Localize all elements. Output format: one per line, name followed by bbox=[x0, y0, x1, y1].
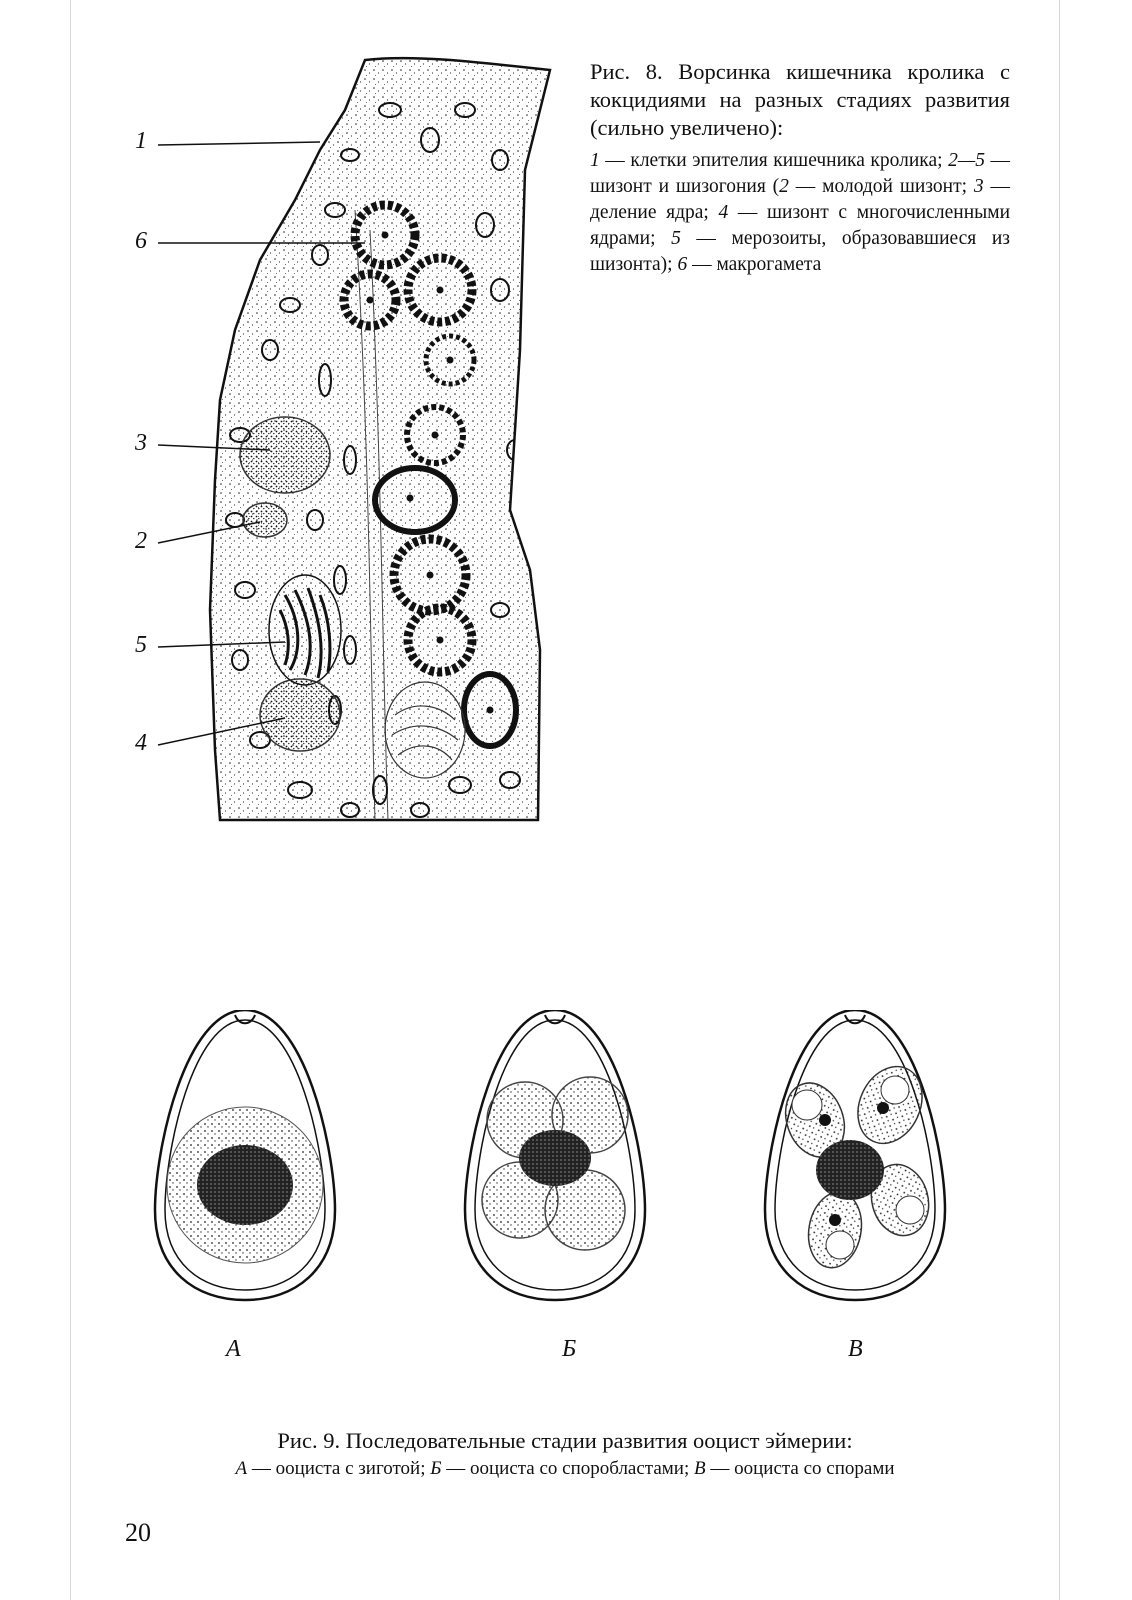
legend-text: — мерозоиты, образовавшиеся из шизонта); bbox=[590, 228, 1010, 275]
oocyst-label-a: А bbox=[226, 1336, 241, 1362]
legend-text: — ооциста с зиготой; bbox=[247, 1458, 431, 1479]
page-number: 20 bbox=[125, 1518, 151, 1547]
callout-label-1: 1 bbox=[135, 128, 147, 154]
legend-num: А bbox=[235, 1458, 248, 1479]
legend-text: — клетки эпителия кишечника кролика; bbox=[599, 150, 949, 171]
oocyst-zygote bbox=[155, 1010, 335, 1300]
legend-num: 4 bbox=[718, 202, 729, 223]
figure-9-caption bbox=[110, 1428, 1020, 1480]
legend-num: 3 bbox=[973, 176, 984, 197]
callout-label-3: 3 bbox=[135, 430, 147, 456]
figure-8-legend bbox=[590, 148, 1010, 278]
legend-text: — молодой шизонт; bbox=[788, 176, 974, 197]
legend-num: 1 bbox=[590, 150, 600, 171]
villus-illustration bbox=[120, 50, 560, 830]
schizont-stage-4 bbox=[260, 679, 340, 751]
oocyst-illustrations bbox=[140, 1010, 980, 1310]
legend-num: 6 bbox=[677, 254, 688, 275]
oocyst-sporoblasts bbox=[465, 1010, 645, 1300]
figure-8-caption bbox=[590, 58, 1010, 278]
legend-num: 2 bbox=[779, 176, 789, 197]
schizont-stage-3 bbox=[240, 417, 330, 493]
figure-9-legend bbox=[110, 1458, 1020, 1480]
oocyst-label-b: Б bbox=[562, 1336, 577, 1362]
legend-text: — макрогамета bbox=[687, 254, 822, 275]
legend-num: 2—5 bbox=[948, 150, 985, 171]
callout-label-5: 5 bbox=[135, 632, 147, 658]
legend-text: — деление ядра; bbox=[590, 176, 1010, 223]
legend-text: — шизонт и шизогония ( bbox=[590, 150, 1010, 197]
legend-num: Б bbox=[430, 1458, 442, 1479]
legend-text: — ооциста со спорами bbox=[705, 1458, 895, 1479]
oocyst-label-c: В bbox=[848, 1336, 863, 1362]
legend-num: В bbox=[694, 1458, 706, 1479]
oocyst-spores bbox=[765, 1010, 945, 1300]
legend-text: — шизонт с многочисленными ядрами; bbox=[590, 202, 1011, 249]
callout-label-6: 6 bbox=[135, 228, 147, 254]
callout-label-2: 2 bbox=[135, 528, 147, 554]
figure-8-caption-title: Рис. 8. Ворсинка кишечника кролика с кокцидиями на разных стадиях развития (сильно увеличено): bbox=[590, 59, 1010, 140]
callout-label-4: 4 bbox=[135, 730, 147, 756]
schizont-stage-2 bbox=[243, 503, 287, 537]
legend-text: — ооциста со споробластами; bbox=[441, 1458, 694, 1479]
legend-num: 5 bbox=[671, 228, 681, 249]
figure-9-caption-title: Рис. 9. Последовательные стадии развития ооцист эймерии: bbox=[277, 1428, 853, 1453]
